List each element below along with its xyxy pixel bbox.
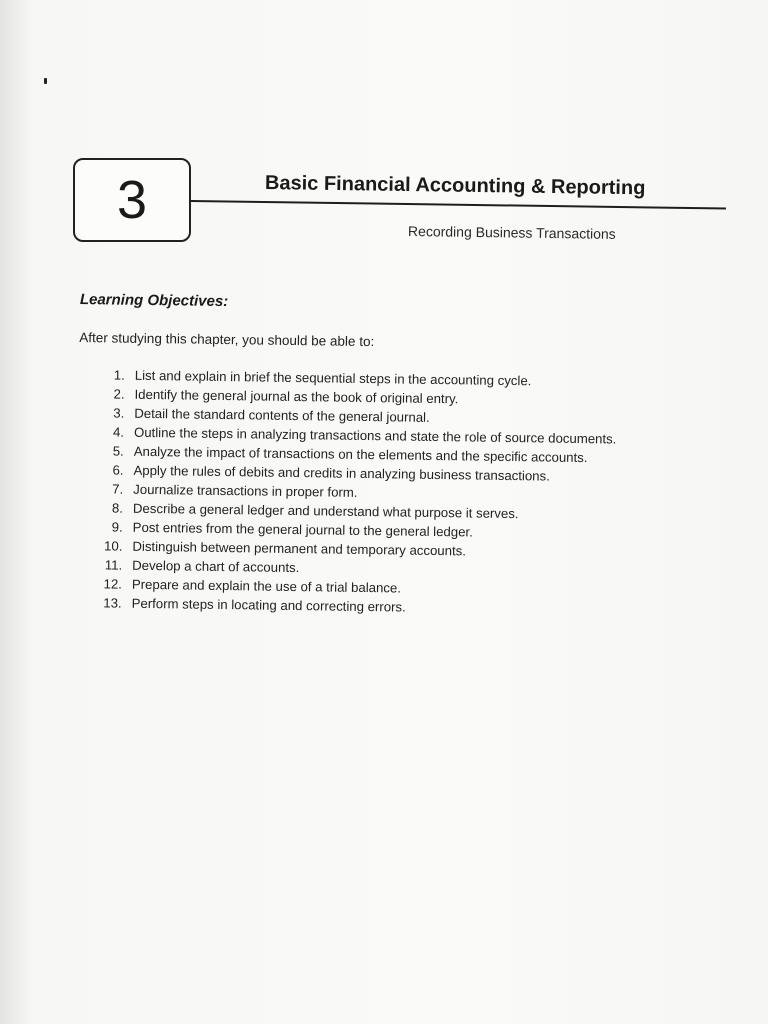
objective-number: 2. — [113, 386, 125, 402]
content — [75, 291, 639, 622]
objective-number: 9. — [111, 519, 123, 535]
objective-number: 10. — [103, 538, 123, 554]
objective-text: Apply the rules of debits and credits in analyzing business transactions. — [133, 462, 550, 484]
objective-number: 7. — [112, 481, 124, 497]
objective-text: List and explain in brief the sequential steps in the accounting cycle. — [134, 367, 532, 389]
objective-number: 3. — [113, 405, 125, 421]
objective-number: 11. — [104, 557, 123, 573]
objective-text: Journalize transactions in proper form. — [133, 481, 358, 500]
title-rule — [191, 200, 726, 209]
chapter-title: Basic Financial Accounting & Reporting — [264, 172, 646, 200]
objective-number: 6. — [112, 462, 124, 478]
objective-text: Describe a general ledger and understand what purpose it serves. — [132, 500, 519, 522]
objective-number: 13. — [103, 595, 122, 611]
objective-text: Outline the steps in analyzing transactions and state the role of source documents. — [133, 424, 617, 447]
objective-text: Prepare and explain the use of a trial balance. — [131, 576, 402, 596]
intro-text: After studying this chapter, you should be able to: — [79, 329, 375, 350]
objective-number: 4. — [112, 424, 125, 440]
objective-text: Analyze the impact of transactions on the elements and the specific accounts. — [133, 443, 588, 466]
chapter-number: 3 — [116, 170, 148, 230]
objective-text: Perform steps in locating and correcting errors. — [131, 595, 406, 615]
objective-text: Post entries from the general journal to the general ledger. — [132, 519, 473, 540]
chapter-subtitle: Recording Business Transactions — [407, 223, 616, 242]
objective-number: 5. — [112, 443, 124, 459]
objective-number: 12. — [103, 576, 123, 592]
scan-speck — [44, 78, 47, 84]
objective-number: 8. — [111, 500, 124, 516]
objective-text: Distinguish between permanent and temporary accounts. — [132, 538, 467, 559]
objective-text: Detail the standard contents of the general journal. — [134, 405, 430, 425]
objective-text: Develop a chart of accounts. — [132, 557, 300, 576]
chapter-number-box — [73, 158, 191, 242]
objectives-list — [76, 367, 639, 619]
objective-number: 1. — [113, 367, 125, 383]
section-heading: Learning Objectives: — [79, 291, 229, 311]
objective-text: Identify the general journal as the book of original entry. — [134, 386, 459, 407]
